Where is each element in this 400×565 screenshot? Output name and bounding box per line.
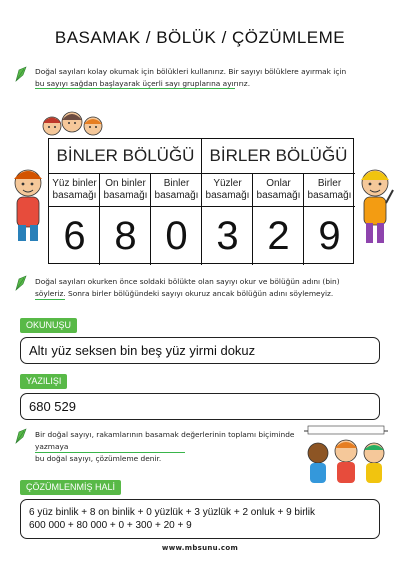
intro-line-1: Doğal sayıları kolay okumak için bölükleri kullanırız. Bir sayıyı bölüklere ayırmak için (35, 67, 347, 76)
cozumleme-note-line-2: bu doğal sayıyı, çözümleme denir. (35, 454, 162, 463)
column-divider (150, 173, 151, 265)
column-divider (303, 173, 304, 265)
digit-cell: 9 (304, 206, 355, 264)
binler-boluk-header: BİNLER BÖLÜĞÜ (56, 146, 195, 165)
digit-cell: 2 (253, 206, 304, 264)
kids-illustration (38, 108, 108, 140)
column-header: Binler basamağı (151, 173, 202, 206)
kids-banner-illustration (300, 425, 392, 485)
cozumlenmis-label: ÇÖZÜMLENMİŞ HALİ (20, 480, 121, 495)
column-divider (252, 173, 253, 265)
green-leaf-icon (15, 275, 27, 291)
cozumleme-note-line-1: Bir doğal sayıyı, rakamlarının basamak değerlerinin toplamı biçiminde yazmaya (35, 430, 295, 451)
cozumlenmis-line-2: 600 000 + 80 000 + 0 + 300 + 20 + 9 (29, 520, 192, 531)
underline (35, 452, 185, 453)
underline (35, 88, 235, 89)
underline (35, 299, 65, 300)
digit-cell: 0 (151, 206, 202, 264)
digit-cell: 8 (100, 206, 151, 264)
okunusu-box: Altı yüz seksen bin beş yüz yirmi dokuz (20, 337, 380, 364)
kid-left-illustration (8, 165, 46, 245)
cozumleme-note-paragraph (35, 429, 315, 465)
digit-cell: 3 (202, 206, 253, 264)
column-header: Yüzler basamağı (202, 173, 253, 206)
page-title: BASAMAK / BÖLÜK / ÇÖZÜMLEME (54, 28, 346, 47)
column-divider (99, 173, 100, 265)
column-header: Birler basamağı (304, 173, 355, 206)
intro-paragraph (35, 66, 390, 90)
column-header: Onlar basamağı (253, 173, 304, 206)
footer-url: www.mbsunu.com (161, 544, 239, 552)
kid-right-illustration (355, 165, 395, 250)
birler-boluk-header: BİRLER BÖLÜĞÜ (209, 146, 348, 165)
cozumlenmis-box (20, 499, 380, 539)
okunusu-label: OKUNUŞU (20, 318, 77, 333)
yazilisi-label: YAZILIŞI (20, 374, 67, 389)
reading-note-line-1: Doğal sayıları okurken önce soldaki bölükte olan sayıyı okur ve bölüğün adını (bin) (35, 277, 340, 286)
green-leaf-icon (15, 428, 27, 444)
column-header: Yüz binler basamağı (49, 173, 100, 206)
reading-note-paragraph (35, 276, 390, 300)
place-value-table (48, 138, 354, 264)
green-leaf-icon (15, 66, 27, 82)
column-header: On binler basamağı (100, 173, 151, 206)
cozumlenmis-line-1: 6 yüz binlik + 8 on binlik + 0 yüzlük + 3 yüzlük + 2 onluk + 9 birlik (29, 507, 315, 518)
group-divider (201, 139, 202, 265)
reading-note-line-2: söyleriz. Sonra birler bölüğündeki sayıyı okuruz ancak bölüğün adını söylemeyiz. (35, 289, 334, 298)
yazilisi-box: 680 529 (20, 393, 380, 420)
digit-cell: 6 (49, 206, 100, 264)
intro-line-2: bu sayıyı sağdan başlayarak üçerli sayı gruplarına ayırırız. (35, 79, 251, 88)
